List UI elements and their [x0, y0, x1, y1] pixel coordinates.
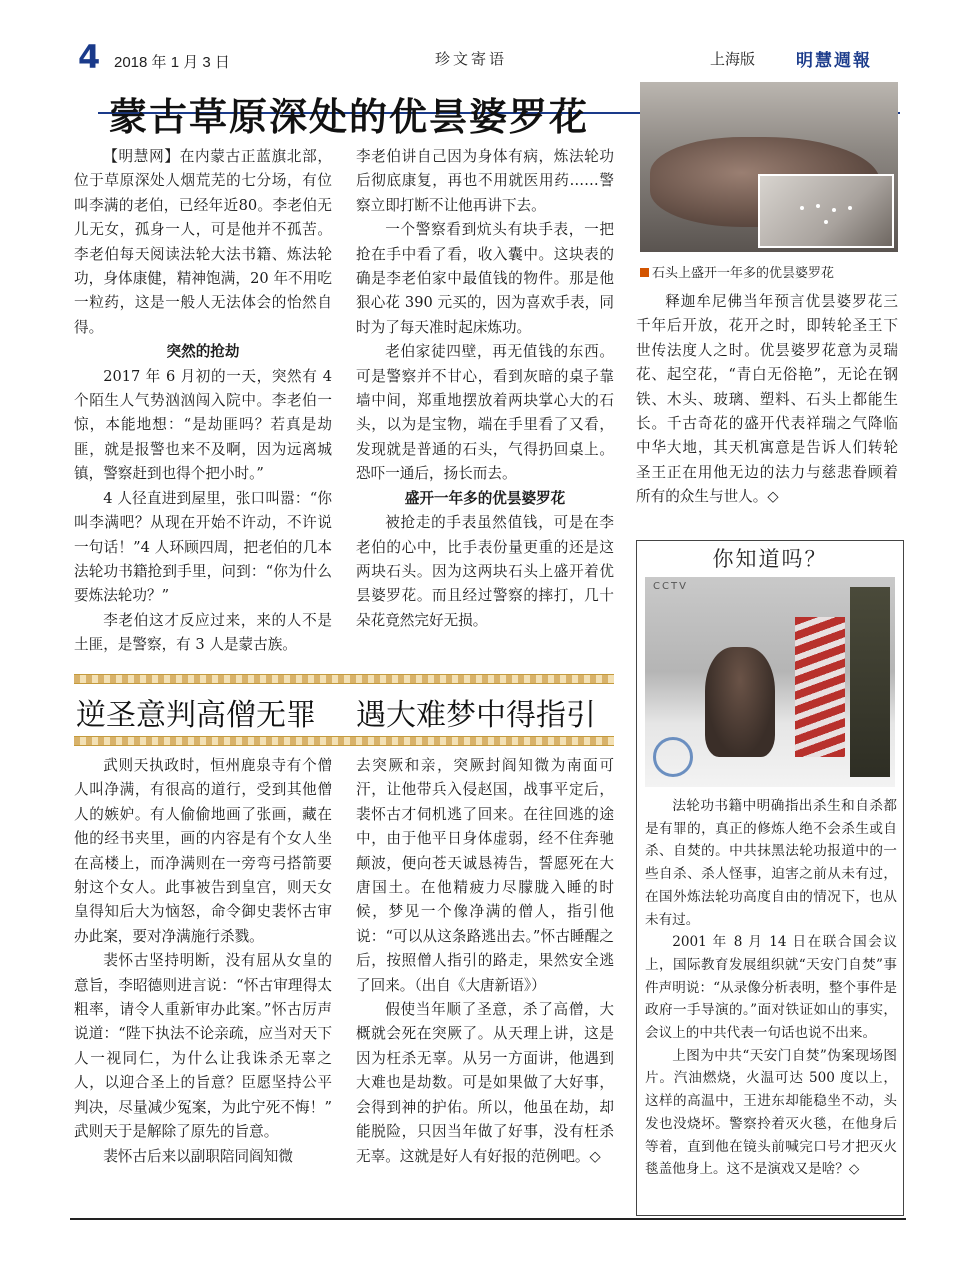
sidebar-title: 你知道吗？ [712, 547, 828, 571]
paragraph: 【明慧网】在内蒙古正蓝旗北部，位于草原深处人烟荒芜的七分场，有位叫李满的老伯，已经年近80。李老伯无儿无女，孤身一人，可是他并不孤苦。李老伯每天阅读法轮大法书籍、炼法轮功，身体康健，精神饱满，20 年不用吃一粒药，这是一般人无法体会的怡然自得。 [74, 148, 332, 336]
paragraph: 假使当年顺了圣意，杀了高僧，大概就会死在突厥了。从天理上讲，这是因为枉杀无辜。从另一方面讲，他遇到大难也是劫数。可是如果做了大好事，会得到神的护佑。所以，他虽在劫，却能脱险，只因当年做了好事，没有枉杀无辜。这就是好人有好报的范例吧。◇ [356, 1001, 614, 1165]
paragraph: 2017 年 6 月初的一天，突然有 4个陌生人气势汹汹闯入院中。李老伯一惊，本能地想：“是劫匪吗？若真是劫匪，就是报警也来不及啊，因为远离城镇，警察赶到也得个把小时。” [74, 367, 332, 483]
article1-column-left [74, 145, 332, 658]
paragraph: 裴怀古坚持明断，没有屈从女皇的意旨，李昭德则进言说：“怀古审理得太粗率，请令人重新审办此案。”怀古厉声说道：“陛下执法不论亲疏，应当对天下人一视同仁，为什么让我诛杀无辜之人，以迎合圣上的旨意？臣愿坚持公平判决，尽量减少冤案，为此宁死不悔！” 武则天于是解除了原先的旨意。 [74, 952, 332, 1141]
article2-title: 逆圣意判高僧无罪 遇大难梦中得指引 [76, 698, 596, 733]
seated-person-image [705, 647, 775, 757]
article2-column-left [74, 754, 332, 1169]
flower-closeup-inset [758, 174, 894, 248]
article2-column-middle [356, 754, 614, 1169]
police-officer-image [850, 587, 890, 777]
paragraph: 4 人径直进到屋里，张口叫嚣：“你叫李满吧？从现在开始不许动，不许说一句话！”4 人环顾四周，把老伯的几本法轮功书籍抢到手里，问到：“你为什么要炼法轮功？” [74, 489, 332, 605]
paragraph: 去突厥和亲，突厥封阎知微为南面可汗，让他带兵入侵赵国，战事平定后，裴怀古才伺机逃了回来。在往回逃的途中，由于他平日身体虚弱，经不住奔驰颠波，便向苍天诚恳祷告，誓愿死在大唐国土。在他精疲力尽朦胧入睡的时候，梦见一个像净满的僧人，指引他说：“可以从这条路逃出去。”怀古睡醒之后，按照僧人指引的路走，果然安全逃了回来。（出自《大唐新语》） [356, 757, 614, 994]
page-header [70, 40, 900, 76]
paragraph: 2001 年 8 月 14 日在联合国会议上，国际教育发展组织就“天安门自焚”事件声明说：“从录像分析表明，整个事件是政府一手导演的。”面对铁证如山的事实，会议上的中共代表一句话也说不出来。 [645, 934, 897, 1042]
sidebar-text [645, 795, 897, 1181]
issue-date: 2018 年 1 月 3 日 [114, 54, 230, 71]
edition-label: 上海版 [710, 50, 756, 68]
paragraph: 被抢走的手表虽然值钱，可是在李老伯的心中，比手表份量更重的还是这两块石头。因为这两块石头上盛开着优昙婆罗花。而且经过警察的摔打，几十朵花竟然完好无损。 [356, 514, 614, 629]
paragraph: 裴怀古后来以副职陪同阎知微 [103, 1147, 293, 1165]
article1-title: 蒙古草原深处的优昙婆罗花 [108, 95, 589, 139]
cctv-watermark: CCTV [653, 581, 688, 592]
photo-caption: 石头上盛开一年多的优昙婆罗花 [640, 262, 834, 281]
did-you-know-box [636, 540, 904, 1216]
fire-blanket-image [795, 617, 845, 757]
ornament-divider-bottom [74, 736, 614, 746]
paragraph: 李老伯讲自己因为身体有病，炼法轮功后彻底康复，再也不用就医用药……警察立即打断不让他再讲下去。 [356, 148, 614, 214]
paragraph: 释迦牟尼佛当年预言优昙婆罗花三千年后开放，花开之时，即转轮圣王下世传法度人之时。优昙婆罗花意为灵瑞花、起空花，“青白无俗艳”，无论在钢铁、木头、玻璃、塑料、石头上都能生长。千古奇花的盛开代表祥瑞之气降临中华大地，其天机寓意是告诉人们转轮圣王正在用他无边的法力与慈悲眷顾着所有的众生与世人。◇ [636, 293, 898, 506]
subheading: 突然的抢劫 [166, 343, 240, 361]
masthead-logo: 明慧週報 [796, 51, 872, 71]
footer-rule [70, 1218, 906, 1220]
broadcaster-logo-icon [653, 737, 693, 777]
paragraph: 上图为中共“天安门自焚”伪案现场图片。汽油燃烧，火温可达 500 度以上，这样的高温中，王进东却能稳坐不动，头发也没烧坏。警察拎着灭火毯，在他身后等着，直到他在镜头前喊完口号才把灭火毯盖他身上。这不是演戏又是啥？◇ [645, 1047, 897, 1178]
self-immolation-photo [645, 577, 895, 787]
column-name: 珍文寄语 [435, 50, 508, 68]
paragraph: 李老伯这才反应过来，来的人不是土匪，是警察，有 3 人是蒙古族。 [74, 611, 332, 654]
subheading: 盛开一年多的优昙婆罗花 [404, 489, 566, 507]
udumbara-stone-photo [640, 82, 898, 252]
paragraph: 武则天执政时，恒州鹿泉寺有个僧人叫净满，有很高的道行，受到其他僧人的嫉妒。有人偷偷地画了张画，藏在他的经书夹里，画的内容是有个女人坐在高楼上，而净满则在一旁弯弓搭箭要射这个女人。此事被告到皇宫，则天女皇得知后大为恼怒，命令御史裴怀古审办此案，要对净满施行杀戮。 [74, 757, 332, 945]
article1-column-right [636, 290, 898, 510]
paragraph: 法轮功书籍中明确指出杀生和自杀都是有罪的，真正的修炼人绝不会杀生或自杀、自焚的。中共抹黑法轮功报道中的一些自杀、杀人怪事，迫害之前从未有过，在国外炼法轮功高度自由的情况下，也从未有过。 [645, 798, 897, 928]
ornament-divider-top [74, 674, 614, 684]
page-number: 4 [78, 38, 101, 76]
caption-square-icon [640, 268, 649, 277]
article1-column-middle [356, 145, 614, 633]
paragraph: 老伯家徒四壁，再无值钱的东西。可是警察并不甘心，看到灰暗的桌子靠墙中间，郑重地摆放着两块掌心大的石头，以为是宝物，端在手里看了又看，发现就是普通的石头，气得扔回桌上。恐吓一通后，扬长而去。 [356, 343, 614, 483]
paragraph: 一个警察看到炕头有块手表，一把抢在手中看了看，收入囊中。这块表的确是李老伯家中最值钱的物件。那是他狠心花 390 元买的，因为喜欢手表，同时为了每天准时起床炼功。 [356, 221, 614, 336]
